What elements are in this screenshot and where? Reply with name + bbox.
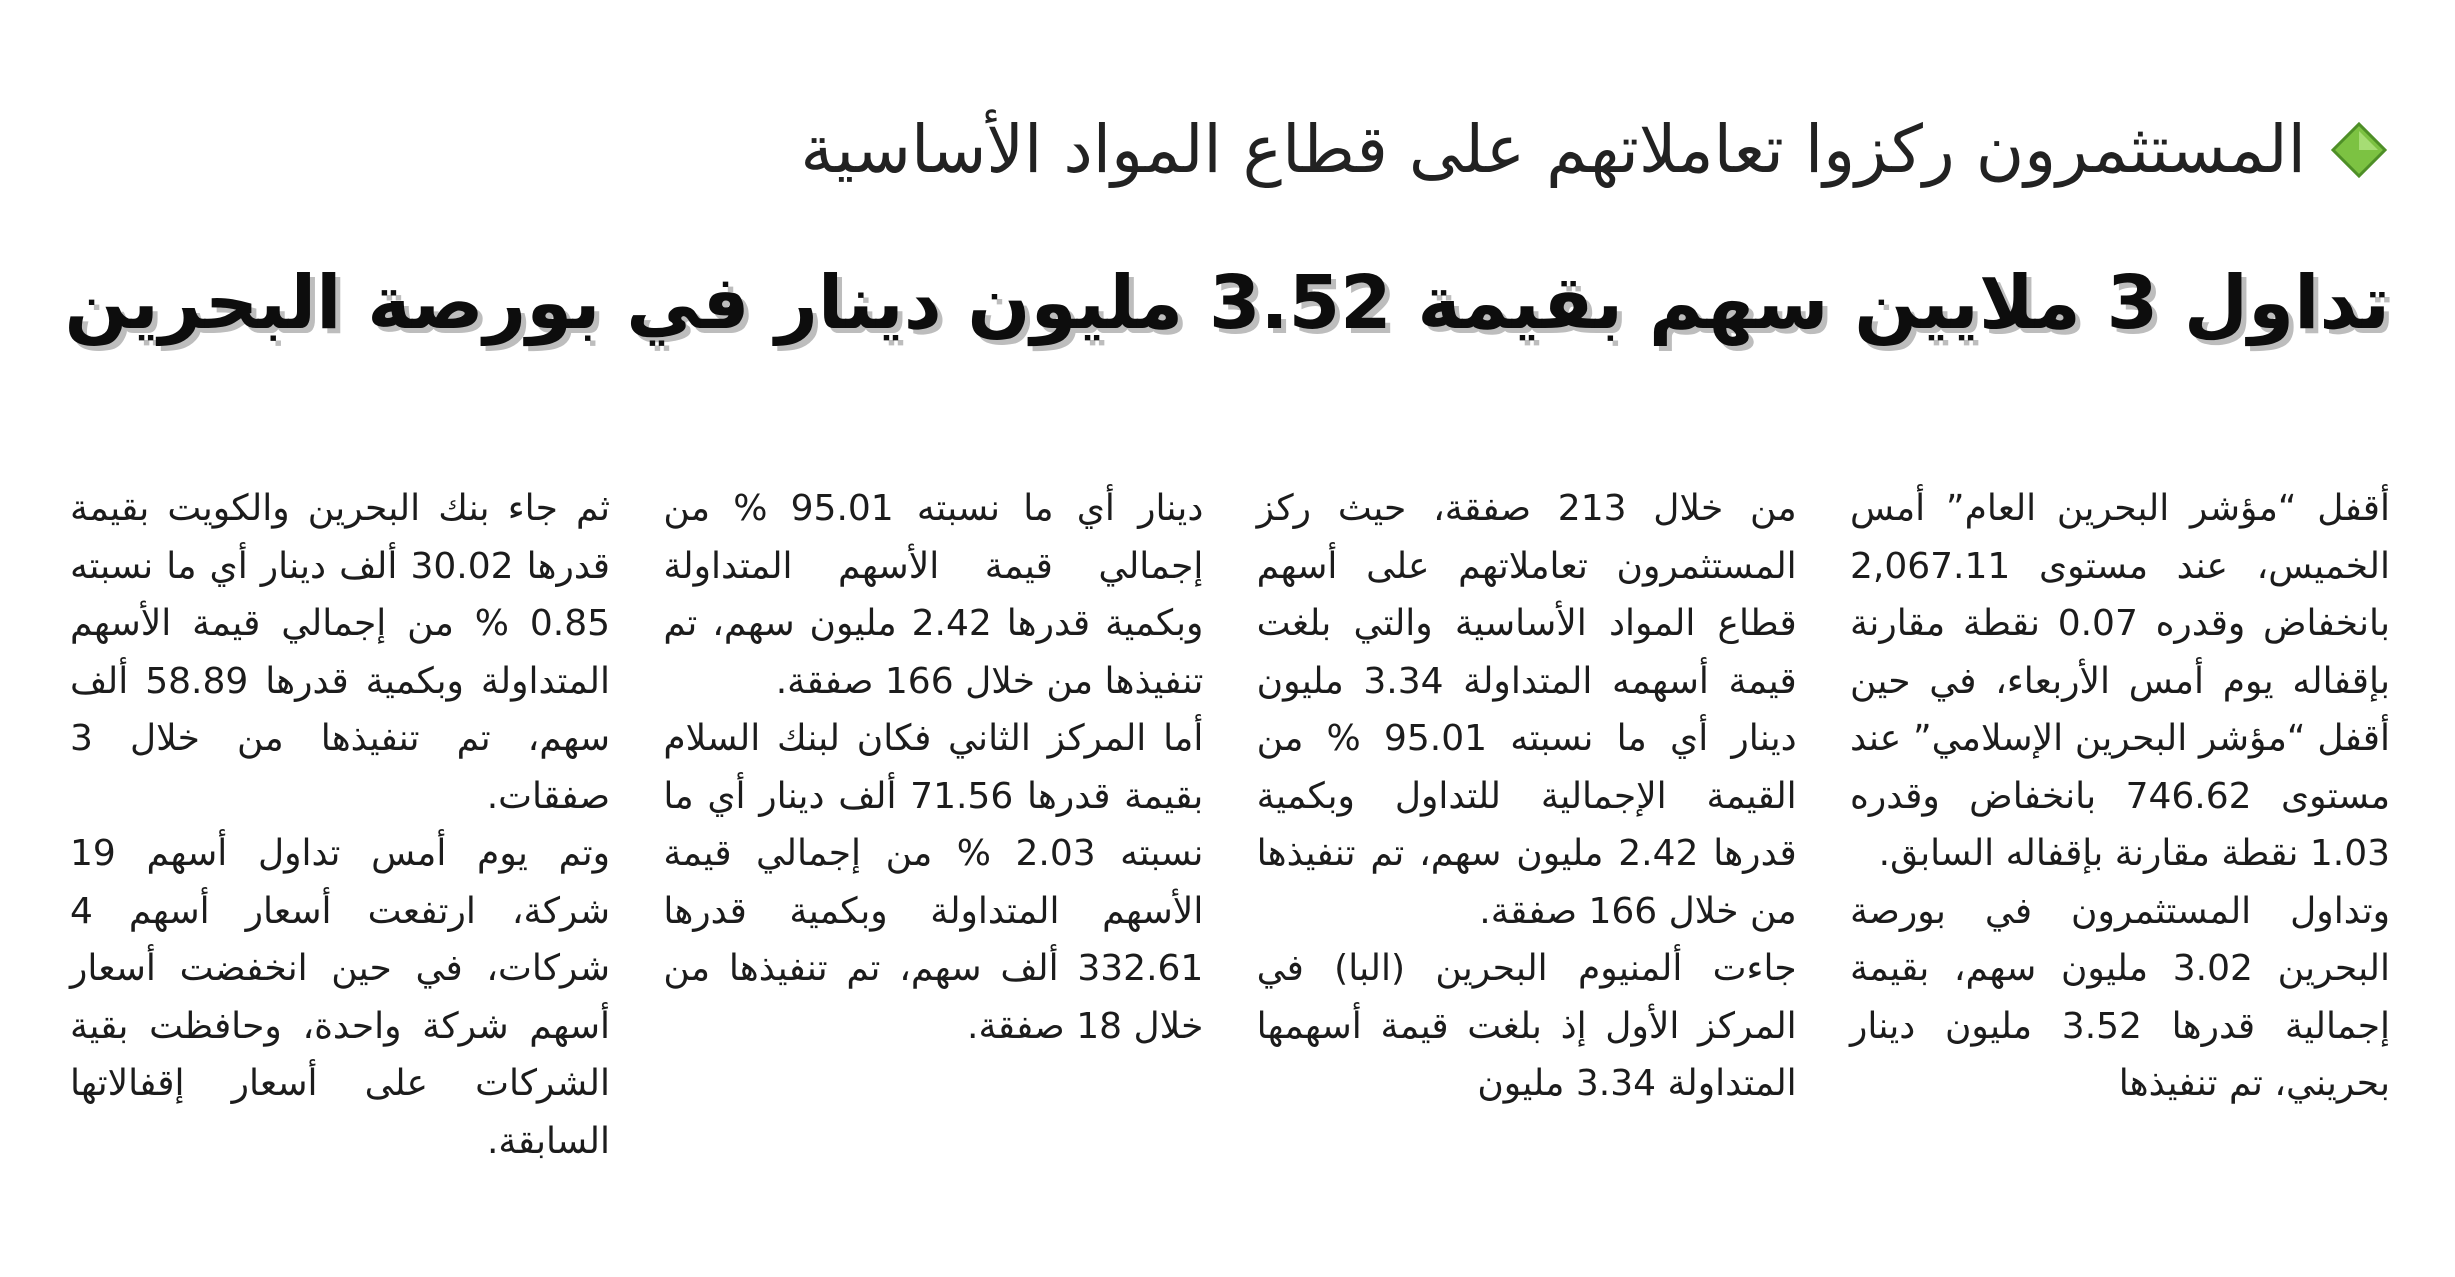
- green-diamond-bullet-icon-graphic: [2330, 121, 2388, 179]
- article-paragraph: أقفل “مؤشر البحرين العام” أمس الخميس، عند مستوى 2,067.11 بانخفاض وقدره 0.07 نقطة مقارنة بإقفاله يوم أمس الأربعاء، في حين أقفل “مؤشر البحرين الإسلامي” عند مستوى 746.62 بانخفاض وقدره 1.03 نقطة مقارنة بإقفاله السابق.: [1850, 488, 2391, 874]
- article-paragraph: من خلال 213 صفقة، حيث ركز المستثمرون تعاملاتهم على أسهم قطاع المواد الأساسية والتي بلغت قيمة أسهمه المتداولة 3.34 مليون دينار أي ما نسبته 95.01 % من القيمة الإجمالية للتداول وبكمية قدرها 2.42 مليون سهم، تم تنفيذها من خلال 166 صفقة.: [1256, 488, 1797, 932]
- article-body-columns: [70, 480, 2390, 1240]
- article-paragraph: وتم يوم أمس تداول أسهم 19 شركة، ارتفعت أسعار أسهم 4 شركات، في حين انخفضت أسعار أسهم شركة واحدة، وحافظت بقية الشركات على أسعار إقفالاتها السابقة.: [70, 833, 611, 1162]
- article-column-1: [1850, 480, 2390, 1240]
- article-column-4: [70, 480, 610, 1240]
- green-diamond-bullet-icon: [2328, 119, 2390, 181]
- kicker-row: [800, 95, 2390, 205]
- article-paragraph: ثم جاء بنك البحرين والكويت بقيمة قدرها 30.02 ألف دينار أي ما نسبته 0.85 % من إجمالي قيمة الأسهم المتداولة وبكمية قدرها 58.89 ألف سهم، تم تنفيذها من خلال 3 صفقات.: [70, 488, 611, 817]
- article-kicker: المستثمرون ركزوا تعاملاتهم على قطاع المواد الأساسية: [800, 111, 2306, 188]
- article-paragraph: أما المركز الثاني فكان لبنك السلام بقيمة قدرها 71.56 ألف دينار أي ما نسبته 2.03 % من إجمالي قيمة الأسهم المتداولة وبكمية قدرها 332.61 ألف سهم، تم تنفيذها من خلال 18 صفقة.: [663, 718, 1204, 1047]
- article-paragraph: وتداول المستثمرون في بورصة البحرين 3.02 مليون سهم، بقيمة إجمالية قدرها 3.52 مليون دينار بحريني، تم تنفيذها: [1850, 890, 2390, 1104]
- article-paragraph: دينار أي ما نسبته 95.01 % من إجمالي قيمة الأسهم المتداولة وبكمية قدرها 2.42 مليون سهم، تم تنفيذها من خلال 166 صفقة.: [663, 488, 1204, 702]
- article-column-2: [1257, 480, 1797, 1240]
- article-column-3: [663, 480, 1203, 1240]
- article-paragraph: جاءت ألمنيوم البحرين (البا) في المركز الأول إذ بلغت قيمة أسهمها المتداولة 3.34 مليون: [1256, 948, 1797, 1104]
- article-headline: تداول 3 ملايين سهم بقيمة 3.52 مليون دينار في بورصة البحرين: [64, 260, 2390, 346]
